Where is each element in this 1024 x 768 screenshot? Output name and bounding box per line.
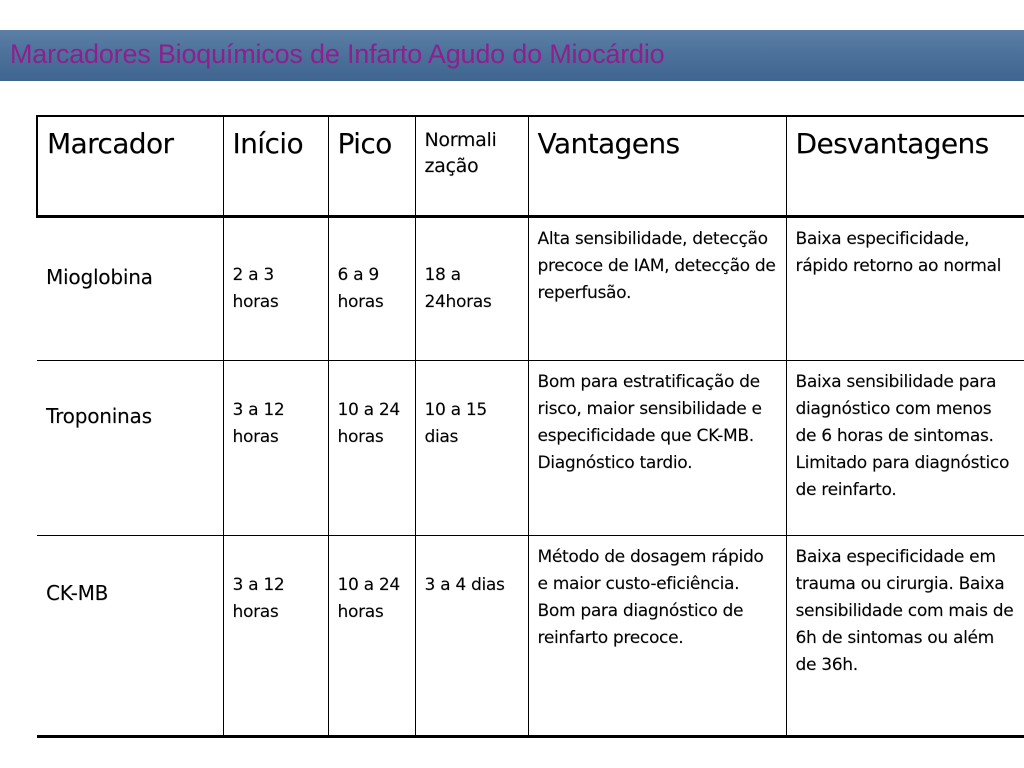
cell-normalizacao: 18 a 24horas [415,216,528,360]
header-desvantagens: Desvantagens [786,116,1024,216]
cell-inicio: 3 a 12 horas [223,360,328,535]
cell-normalizacao: 10 a 15 dias [415,360,528,535]
cell-inicio: 3 a 12 horas [223,535,328,736]
cell-marcador: Mioglobina [46,264,153,289]
header-inicio: Início [223,116,328,216]
header-pico: Pico [328,116,415,216]
cell-pico: 10 a 24 horas [328,535,415,736]
cell-pico: 10 a 24 horas [328,360,415,535]
cell-inicio: 2 a 3 horas [223,216,328,360]
table-row [37,360,1024,535]
cell-vantagens: Bom para estratificação de risco, maior sensibilidade e especificidade que CK-MB. Diagnóstico tardio. [528,360,786,535]
slide-title: Marcadores Bioquímicos de Infarto Agudo do Miocárdio [10,39,665,69]
table-row [37,535,1024,736]
cell-desvantagens: Baixa sensibilidade para diagnóstico com menos de 6 horas de sintomas. Limitado para diagnóstico de reinfarto. [786,360,1024,535]
cell-pico: 6 a 9 horas [328,216,415,360]
header-marcador: Marcador [37,116,223,216]
cell-desvantagens: Baixa especificidade, rápido retorno ao normal [786,216,1024,360]
cell-vantagens: Alta sensibilidade, detecção precoce de IAM, detecção de reperfusão. [528,216,786,360]
header-normalizacao: Normali zação [415,116,528,216]
header-vantagens: Vantagens [528,116,786,216]
cell-marcador: Troponinas [46,403,152,428]
table-row [37,216,1024,360]
cell-marcador: CK-MB [46,580,109,605]
title-bar [0,30,1024,81]
table-header-row [37,116,1024,216]
cell-desvantagens: Baixa especificidade em trauma ou cirurgia. Baixa sensibilidade com mais de 6h de sintomas ou além de 36h. [786,535,1024,736]
markers-table [36,115,1024,738]
cell-normalizacao: 3 a 4 dias [415,535,528,736]
cell-vantagens: Método de dosagem rápido e maior custo-eficiência. Bom para diagnóstico de reinfarto precoce. [528,535,786,736]
